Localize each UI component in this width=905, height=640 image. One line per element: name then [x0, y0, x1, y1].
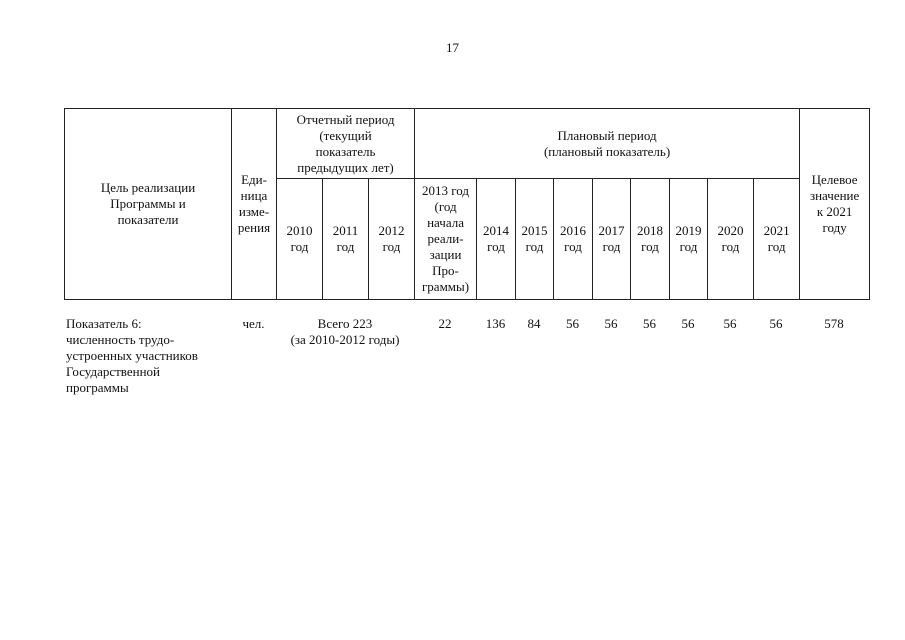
year-2020-header: 2020 год [708, 179, 754, 300]
indicator-6-value-2021: 56 [769, 316, 783, 331]
indicator-6-target: 578 [824, 316, 844, 331]
year-2013-header: 2013 год (год начала реали- зации Про- граммы) [415, 179, 477, 300]
unit-column-header: Еди- ница изме- рения [232, 109, 277, 300]
planned-period-header: Плановый период (плановый показатель) [415, 109, 800, 179]
goal-column-header: Цель реализации Программы и показатели [65, 109, 232, 300]
year-2010-header: 2010 год [277, 179, 323, 300]
year-2018-header: 2018 год [631, 179, 670, 300]
year-2021-header: 2021 год [754, 179, 800, 300]
reporting-period-header: Отчетный период (текущий показатель предыдущих лет) [277, 109, 415, 179]
year-2011-header: 2011 год [323, 179, 369, 300]
target-column-header: Целевое значение к 2021 году [800, 109, 870, 300]
page-number: 17 [446, 40, 459, 55]
year-2019-header: 2019 год [670, 179, 708, 300]
indicator-6-reporting-total: Всего 223 (за 2010-2012 годы) [290, 316, 400, 347]
year-2014-header: 2014 год [477, 179, 516, 300]
indicator-6-value-2014: 136 [485, 316, 506, 331]
indicator-6-row [64, 316, 869, 406]
indicator-6-unit: чел. [242, 316, 265, 331]
year-2015-header: 2015 год [516, 179, 554, 300]
indicator-6-value-2020: 56 [723, 316, 737, 331]
indicator-6-value-2016: 56 [566, 316, 579, 331]
indicator-table-header [64, 108, 870, 300]
indicator-6-value-2015: 84 [527, 316, 541, 331]
indicator-6-value-2013: 22 [438, 316, 452, 331]
indicator-6-value-2019: 56 [681, 316, 695, 331]
year-2012-header: 2012 год [369, 179, 415, 300]
year-2016-header: 2016 год [554, 179, 593, 300]
indicator-6-value-2018: 56 [643, 316, 656, 331]
indicator-6-value-2017: 56 [604, 316, 618, 331]
indicator-6-goal: Показатель 6: численность трудо- устроенных участников Государственной программы [66, 316, 198, 395]
year-2017-header: 2017 год [593, 179, 631, 300]
